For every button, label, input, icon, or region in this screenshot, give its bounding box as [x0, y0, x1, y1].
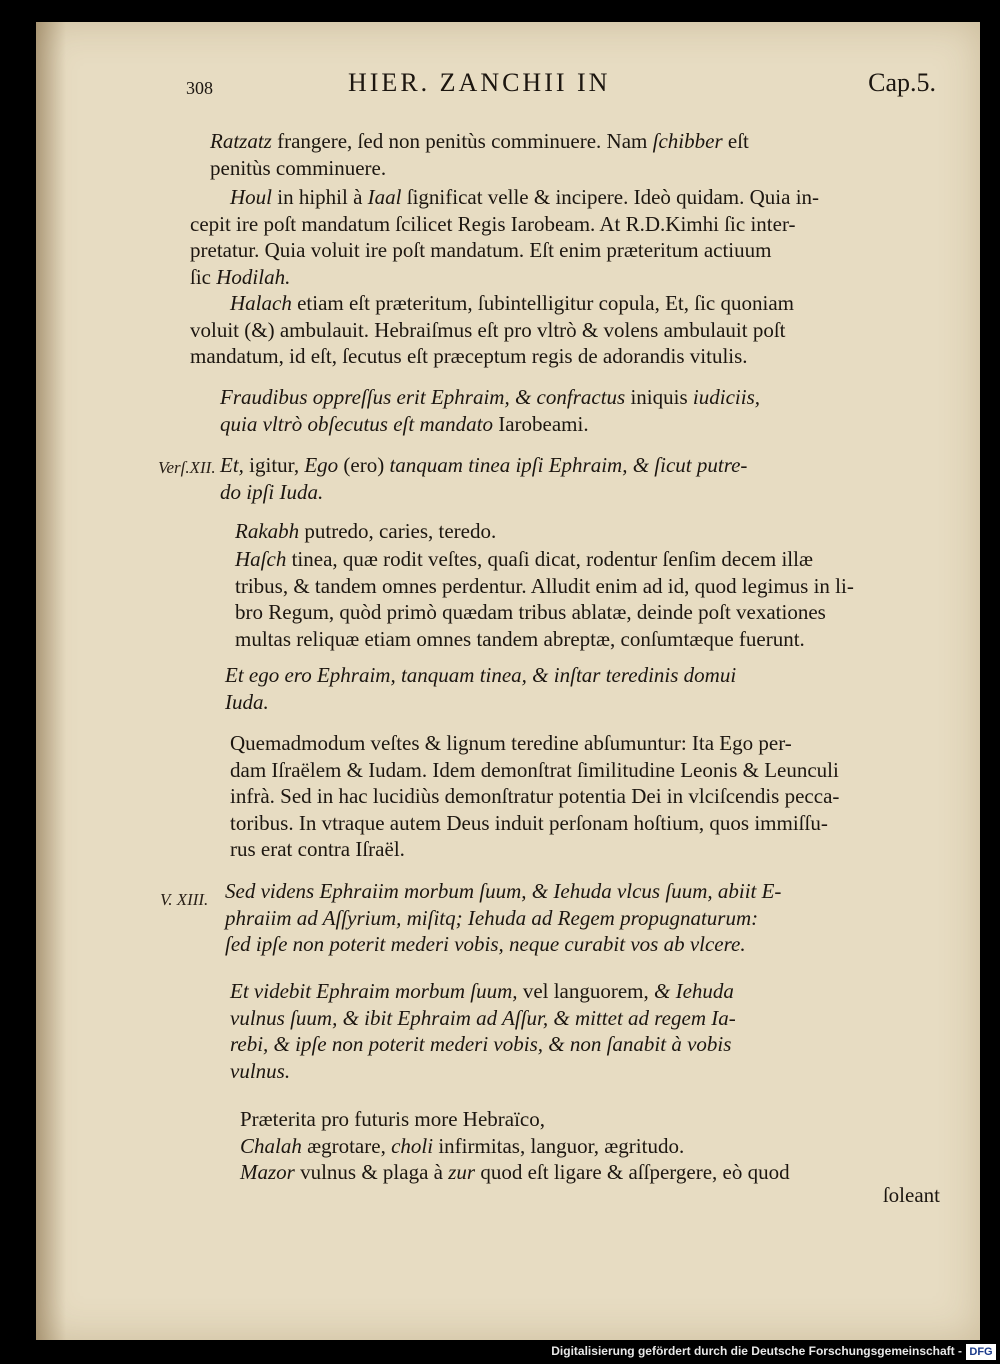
text-run: igitur,: [243, 453, 305, 477]
text-line: [235, 546, 940, 573]
text-line: [240, 1133, 940, 1160]
margin-note-verse-12: Verſ.XII.: [158, 458, 216, 477]
text-line: [225, 878, 940, 905]
italic-run: Chalah: [240, 1133, 302, 1158]
text-run: Iarobeami.: [492, 411, 589, 436]
text-run: tinea, quæ rodit veſtes, quaſi dicat, rodentur ſenſim decem illæ: [286, 547, 813, 571]
text-line: [190, 290, 940, 317]
text-line: [210, 155, 940, 182]
text-run: eſt: [722, 129, 749, 153]
text-line: [190, 237, 940, 264]
text-run: iniquis: [625, 385, 693, 409]
text-run: dam Iſraëlem & Iudam. Idem demonſtrat ſimilitudine Leonis & Leunculi: [230, 757, 839, 782]
italic-run: iudiciis,: [692, 385, 760, 409]
text-run: ſic: [190, 264, 217, 289]
italic-run: zur: [448, 1160, 476, 1184]
text-run: cepit ire poſt mandatum ſcilicet Regis Iarobeam. At R.D.Kimhi ſic inter-: [190, 211, 796, 236]
paragraph: [190, 184, 940, 290]
text-run: infrà. Sed in hac lucidiùs demonſtratur potentia Dei in vlciſcendis pecca-: [230, 784, 840, 808]
margin-note-verse-13: V. XIII.: [160, 890, 209, 909]
italic-run: ſed ipſe non poterit mederi vobis, neque curabit vos ab vlcere.: [225, 932, 746, 956]
text-line: [230, 1005, 940, 1032]
paragraph: [220, 452, 940, 505]
text-line: [235, 518, 940, 545]
paragraph: [210, 128, 940, 181]
text-run: infirmitas, languor, ægritudo.: [433, 1133, 685, 1158]
page-header: [186, 68, 936, 108]
text-line: [190, 317, 940, 344]
text-run: toribus. In vtraque autem Deus induit perſonam hoſtium, quos immiſſu-: [230, 810, 828, 835]
italic-run: vulnus.: [230, 1058, 291, 1083]
text-line: [210, 128, 940, 155]
text-run: voluit (&) ambulauit. Hebraiſmus eſt pro vltrò & volens ambulauit poſt: [190, 317, 786, 342]
text-line: [225, 905, 940, 932]
paragraph: [220, 384, 940, 437]
text-line: [220, 452, 940, 479]
text-line: [190, 264, 940, 291]
italic-run: rebi, & ipſe non poterit mederi vobis, & non ſanabit à vobis: [230, 1032, 732, 1056]
text-line: [230, 978, 940, 1005]
italic-run: Halach: [230, 291, 292, 315]
text-line: [235, 599, 940, 626]
text-run: putredo, caries, teredo.: [299, 519, 497, 543]
italic-run: & Iehuda: [654, 979, 734, 1003]
italic-run: quia vltrò obſecutus eſt mandato: [220, 411, 493, 436]
paragraph: [225, 662, 940, 715]
text-run: multas reliquæ etiam omnes tandem abreptæ, conſumtæque fuerunt.: [235, 626, 805, 651]
paragraph: [235, 546, 940, 652]
text-line: [230, 1031, 940, 1058]
page-number: 308: [186, 78, 213, 98]
italic-run: Rakabh: [235, 519, 300, 543]
text-line: [230, 730, 940, 757]
italic-run: do ipſi Iuda.: [220, 479, 324, 504]
italic-run: Sed videns Ephraiim morbum ſuum, & Iehuda vlcus ſuum, abiit E-: [225, 879, 782, 903]
italic-run: tanquam tinea ipſi Ephraim, & ſicut putre-: [389, 453, 748, 477]
text-run: (ero): [338, 453, 390, 477]
page-gutter-shadow: [36, 22, 66, 1340]
text-line: [230, 810, 940, 837]
italic-run: vulnus ſuum, & ibit Ephraim ad Aſſur, & mittet ad regem Ia-: [230, 1005, 736, 1030]
text-line: [190, 1182, 940, 1209]
text-run: ſoleant: [882, 1183, 940, 1207]
text-run: ægrotare,: [301, 1133, 392, 1158]
italic-run: ſchibber: [652, 129, 723, 153]
italic-run: choli: [391, 1133, 434, 1158]
text-run: frangere, ſed non penitùs comminuere. Nam: [271, 129, 653, 153]
italic-run: Ego: [304, 453, 339, 477]
italic-run: Iuda.: [225, 689, 269, 714]
italic-run: Et ego ero Ephraim, tanquam tinea, & inſtar teredinis domui: [225, 663, 737, 687]
text-run: etiam eſt præteritum, ſubintelligitur copula, Et, ſic quoniam: [291, 291, 794, 315]
paragraph: [225, 878, 940, 958]
text-line: [225, 689, 940, 716]
text-run: Quemadmodum veſtes & lignum teredine abſumuntur: Ita Ego per-: [230, 731, 792, 755]
running-title: HIER. ZANCHII IN: [348, 68, 611, 97]
paragraph: [230, 978, 940, 1084]
paragraph: [190, 1182, 940, 1209]
dfg-logo-icon: DFG: [966, 1344, 996, 1360]
text-line: [230, 757, 940, 784]
text-line: [225, 662, 940, 689]
italic-run: Et videbit Ephraim morbum ſuum,: [230, 979, 518, 1003]
text-line: [230, 783, 940, 810]
paragraph: [240, 1106, 940, 1186]
text-run: bro Regum, quòd primò quædam tribus ablatæ, deinde poſt vexationes: [235, 600, 826, 624]
text-run: rus erat contra Iſraël.: [230, 837, 405, 861]
paragraph: [190, 290, 940, 370]
text-line: [190, 343, 940, 370]
text-run: tribus, & tandem omnes perdentur. Alludit enim ad id, quod legimus in li-: [235, 573, 854, 598]
italic-run: Houl: [230, 185, 272, 209]
italic-run: Et,: [220, 453, 244, 477]
italic-run: Iaal: [367, 185, 402, 209]
text-run: penitùs comminuere.: [210, 155, 387, 180]
text-line: [230, 1058, 940, 1085]
text-line: [190, 211, 940, 238]
text-line: [235, 626, 940, 653]
text-run: in hiphil à: [272, 185, 368, 209]
italic-run: Hodilah.: [216, 264, 291, 289]
text-line: [235, 573, 940, 600]
text-line: [240, 1106, 940, 1133]
text-line: [220, 384, 940, 411]
text-run: mandatum, id eſt, ſecutus eſt præceptum regis de adorandis vitulis.: [190, 344, 748, 368]
text-run: quod eſt ligare & aſſpergere, eò quod: [475, 1160, 790, 1184]
text-line: [230, 836, 940, 863]
italic-run: phraiim ad Aſſyrium, miſitq; Iehuda ad Regem propugnaturum:: [225, 905, 759, 930]
text-run: vel languorem,: [517, 979, 655, 1003]
text-run: ſignificat velle & incipere. Ideò quidam. Quia in-: [401, 185, 820, 209]
text-run: pretatur. Quia voluit ire poſt mandatum. Eſt enim præteritum actiuum: [190, 238, 772, 262]
footer-bar: [0, 1342, 1000, 1364]
text-line: [220, 411, 940, 438]
text-line: [190, 184, 940, 211]
text-run: Præterita pro futuris more Hebraïco,: [240, 1107, 545, 1131]
chapter-label: Cap.5.: [868, 68, 936, 97]
italic-run: Fraudibus oppreſſus erit Ephraim, & confractus: [220, 385, 626, 409]
italic-run: Mazor: [240, 1160, 295, 1184]
footer-credit: Digitalisierung gefördert durch die Deutsche Forschungsgemeinschaft -: [551, 1344, 962, 1358]
text-line: [220, 479, 940, 506]
text-run: vulnus & plaga à: [294, 1160, 449, 1184]
italic-run: Haſch: [235, 547, 287, 571]
italic-run: Ratzatz: [210, 129, 272, 153]
text-line: [225, 931, 940, 958]
paragraph: [230, 730, 940, 863]
paragraph: [235, 518, 940, 545]
